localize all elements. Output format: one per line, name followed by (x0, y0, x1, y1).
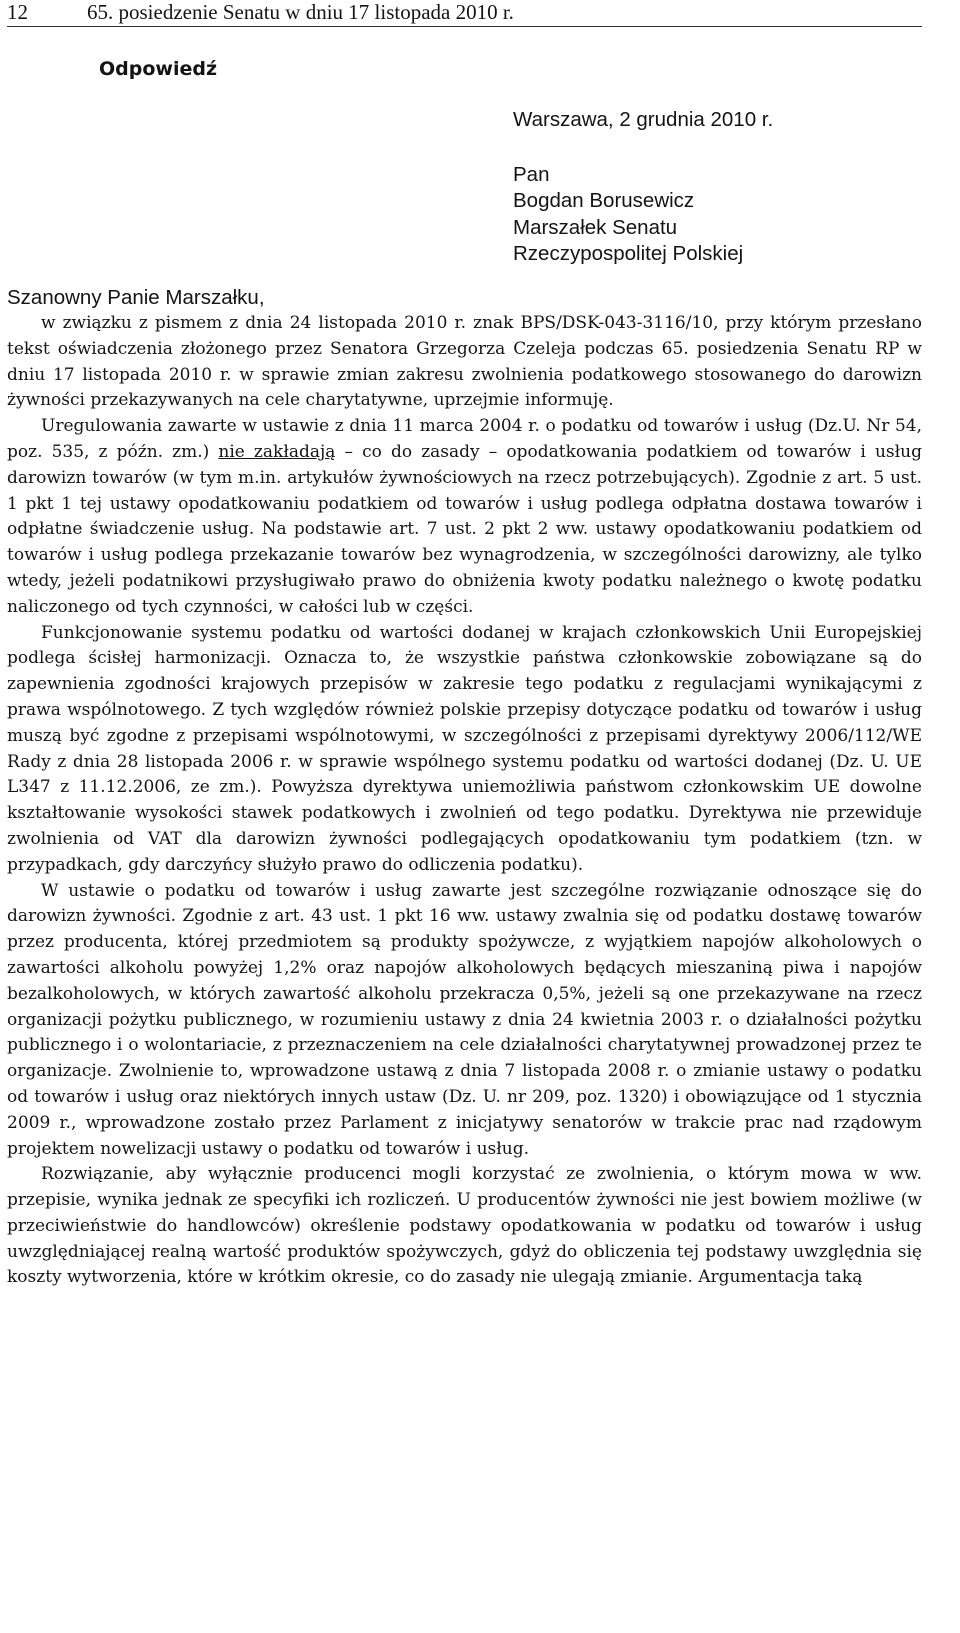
page-number: 12 (7, 0, 28, 24)
paragraph-text: Uregulowania zawarte w ustawie z dnia 11 marca 2004 r. o podatku od towarów i usług (Dz.U. Nr 54, poz. 535, z późn. zm.) (7, 416, 922, 462)
page-header (7, 0, 922, 27)
addressee-line: Rzeczypospolitej Polskiej (513, 242, 744, 265)
body-paragraph (7, 311, 922, 414)
letter-body (7, 311, 922, 1291)
paragraph-text: – co do zasady – opodatkowania podatkiem od towarów i usług darowizn towarów (w tym m.in. artykułów żywnościowych na rzecz potrzebujących). Zgodnie z art. 5 ust. 1 pkt 1 tej ustawy opodatkowaniu podatkiem od towarów i usług podlega odpłatna dostawa towarów i odpłatne świadczenie usług. Na podstawie art. 7 ust. 2 pkt 2 ww. ustawy opodatkowaniu podatkiem od towarów i usług podlega przekazanie towarów bez wynagrodzenia, w szczególności darowizny, ale tylko wtedy, jeżeli podatnikowi przysługiwało prawo do obniżenia kwoty podatku należnego o kwotę podatku naliczonego od tych czynności, w całości lub w części. (7, 441, 922, 617)
section-heading: Odpowiedź (99, 58, 218, 80)
paragraph-text: Funkcjonowanie systemu podatku od wartości dodanej w krajach członkowskich Unii Europejskiej podlega ścisłej harmonizacji. Oznacza to, że wszystkie państwa członkowskie zobowiązane są do zapewnienia zgodności krajowych przepisów w zakresie tego podatku z regulacjami wynikającymi z prawa wspólnotowego. Z tych względów również polskie przepisy dotyczące podatku od towarów i usług muszą być zgodne z przepisami wspólnotowymi, w szczególności z przepisami dyrektywy 2006/112/WE Rady z dnia 28 listopada 2006 r. w sprawie wspólnego systemu podatku od wartości dodanej (Dz. U. UE L347 z 11.12.2006, ze zm.). Powyższa dyrektywa uniemożliwia państwom członkowskim UE dowolne kształtowanie wysokości stawek podatkowych i zwolnień od tego podatku. Dyrektywa nie przewiduje zwolnienia od VAT dla darowizn żywności podlegających opodatkowaniu tym podatkiem (tzn. w przypadkach, gdy darczyńcy służyło prawo do odliczenia podatku). (7, 622, 922, 875)
body-paragraph (7, 414, 922, 620)
body-paragraph (7, 1162, 922, 1291)
addressee-line: Pan (513, 162, 550, 186)
body-paragraph (7, 879, 922, 1163)
addressee-line: Marszałek Senatu (513, 215, 678, 239)
addressee-line: Bogdan Borusewicz (513, 189, 695, 212)
letter-date: Warszawa, 2 grudnia 2010 r. (513, 108, 774, 131)
body-paragraph (7, 621, 922, 879)
letter-addressee (513, 162, 922, 268)
paragraph-text: W ustawie o podatku od towarów i usług zawarte jest szczególne rozwiązanie odnoszące się do darowizn żywności. Zgodnie z art. 43 ust. 1 pkt 16 ww. ustawy zwalnia się od podatku dostawę towarów przez producenta, której przedmiotem są produkty spożywcze, z wyjątkiem napojów alkoholowych o zawartości alkoholu powyżej 1,2% oraz napojów alkoholowych będących mieszaniną piwa i napojów bezalkoholowych, w których zawartość alkoholu przekracza 0,5%, jeżeli są one przekazywane na rzecz organizacji pożytku publicznego, w rozumieniu ustawy z dnia 24 kwietnia 2003 r. o działalności pożytku publicznego i o wolontariacie, z przeznaczeniem na cele działalności charytatywnej prowadzonej przez te organizacje. Zwolnienie to, wprowadzone ustawą z dnia 7 listopada 2008 r. o zmianie ustawy o podatku od towarów i usług oraz niektórych innych ustaw (Dz. U. nr 209, poz. 1320) i obowiązujące od 1 stycznia 2009 r., wprowadzone zostało przez Parlament z inicjatywy senatorów w trakcie prac nad rządowym projektem nowelizacji ustawy o podatku od towarów i usług. (7, 880, 922, 1159)
running-head: 65. posiedzenie Senatu w dniu 17 listopada 2010 r. (87, 0, 514, 24)
paragraph-text: Rozwiązanie, aby wyłącznie producenci mogli korzystać ze zwolnienia, o którym mowa w ww. przepisie, wynika jednak ze specyfiki ich rozliczeń. U producentów żywności nie jest bowiem możliwe (w przeciwieństwie do handlowców) określenie podstawy opodatkowania w podatku od towarów i usług uwzględniającej realną wartość produktów spożywczych, gdyż do obliczenia tej podstawy uwzględnia się koszty wytworzenia, które w krótkim okresie, co do zasady nie ulegają zmianie. Argumentacja taką (7, 1164, 922, 1288)
paragraph-text: w związku z pismem z dnia 24 listopada 2010 r. znak BPS/DSK-043-3116/10, przy którym przesłano tekst oświadczenia złożonego przez Senatora Grzegorza Czeleja podczas 65. posiedzenia Senatu RP w dniu 17 listopada 2010 r. w sprawie zmian zakresu zwolnienia podatkowego stosowanego do darowizn żywności przekazywanych na cele charytatywne, uprzejmie informuję. (7, 313, 922, 411)
underlined-text: nie zakładają (218, 441, 336, 462)
letter-salutation: Szanowny Panie Marszałku, (7, 285, 265, 309)
